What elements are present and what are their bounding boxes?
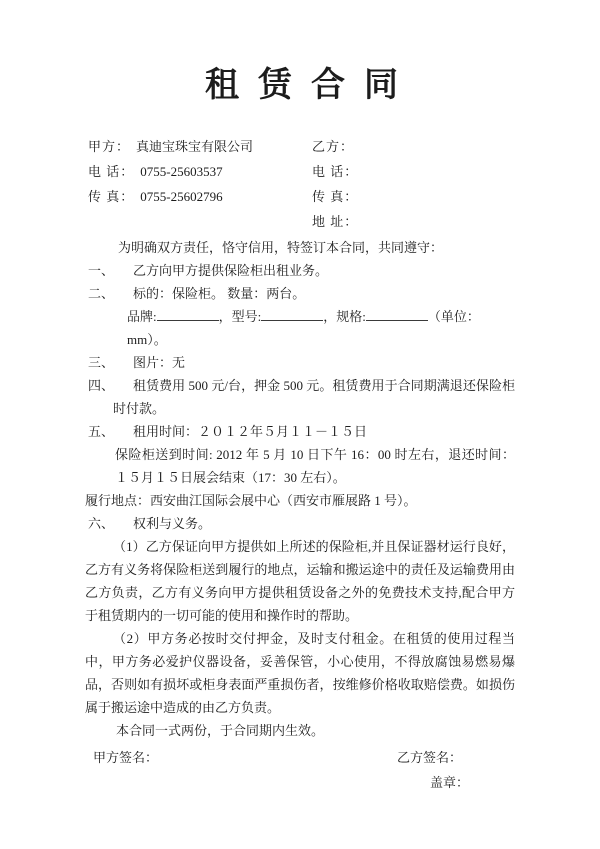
model-label: ，型号: xyxy=(218,309,262,324)
party-b-label: 乙方： xyxy=(312,139,355,154)
unit-label: （单位：mm）。 xyxy=(127,309,480,347)
party-b-signature-label: 乙方签名： xyxy=(397,750,463,765)
clause-5-number: 五、 xyxy=(88,424,115,439)
clause-6-text: 权利与义务。 xyxy=(133,516,212,531)
party-a-fax-label: 传 真： xyxy=(88,189,135,204)
party-a-row xyxy=(88,134,312,159)
clause-2 xyxy=(88,282,515,305)
party-b-phone-label: 电 话： xyxy=(312,164,359,179)
clause-2-number: 二、 xyxy=(88,286,115,301)
party-a-phone-value: 0755-25603537 xyxy=(140,164,223,179)
party-a-label: 甲方： xyxy=(88,139,131,154)
clause-5 xyxy=(88,420,515,443)
party-b-row xyxy=(312,134,515,159)
clause-3-text: 图片：无 xyxy=(133,355,186,370)
clause-4 xyxy=(88,374,515,420)
spec-label: ，规格: xyxy=(323,309,366,324)
clause-2-text: 标的：保险柜。 数量：两台。 xyxy=(133,286,306,301)
brand-blank xyxy=(157,306,219,321)
clause-1-text: 乙方向甲方提供保险柜出租业务。 xyxy=(133,263,329,278)
party-b-address-label: 地 址： xyxy=(312,214,359,229)
party-b-fax-row xyxy=(312,184,515,209)
clause-5-text: 租用时间：２０１２年５月１１－１５日 xyxy=(133,424,368,439)
clause-1 xyxy=(88,259,515,282)
party-a-phone-row xyxy=(88,159,312,184)
party-a-column xyxy=(88,134,312,234)
party-a-fax-row xyxy=(88,184,312,209)
clause-3-number: 三、 xyxy=(88,355,115,370)
seal-label: 盖章： xyxy=(430,775,470,790)
clause-6-paragraph-1: （1）乙方保证向甲方提供如上所述的保险柜,并且保证器材运行良好，乙方有义务将保险柜送到履行的地点，运输和搬运途中的责任及运输费用由乙方负责，乙方有义务向甲方提供租赁设备之外的免费技术支持,配合甲方于租赁期内的一切可能的使用和操作时的帮助。 xyxy=(85,539,515,623)
party-a-name: 真迪宝珠宝有限公司 xyxy=(136,139,254,154)
party-a-signature-label: 甲方签名： xyxy=(93,750,159,765)
clause-5-delivery-text: 保险柜送到时间: 2012 年 5 月 10 日下午 16：00 时左右，退还时间：１５月１５日展会结束（17：30 左右）。 xyxy=(115,447,515,485)
clause-2-brand-line xyxy=(127,305,515,351)
model-blank xyxy=(261,306,323,321)
seal-row xyxy=(88,771,515,794)
party-b-column xyxy=(312,134,515,234)
closing-paragraph: 本合同一式两份，于合同期内生效。 xyxy=(116,723,325,738)
spec-blank xyxy=(366,306,428,321)
signature-row xyxy=(88,746,515,769)
parties-block xyxy=(88,134,515,234)
page-title: 租赁合同 xyxy=(205,67,417,104)
clause-5-place-text: 履行地点：西安曲江国际会展中心（西安市雁展路 1 号）。 xyxy=(85,493,417,508)
clause-1-number: 一、 xyxy=(88,263,115,278)
clause-6-number: 六、 xyxy=(88,516,115,531)
clause-4-number: 四、 xyxy=(88,378,115,393)
party-b-fax-label: 传 真： xyxy=(312,189,359,204)
clause-6 xyxy=(88,512,515,535)
clause-4-text: 租赁费用 500 元/台，押金 500 元。租赁费用于合同期满退还保险柜时付款。 xyxy=(113,378,515,416)
brand-label: 品牌: xyxy=(127,309,157,324)
clause-6-paragraph-2: （2）甲方务必按时交付押金，及时支付租金。在租赁的使用过程当中，甲方务必爱护仪器设备，妥善保管，小心使用，不得放腐蚀易燃易爆品，否则如有损坏或柜身表面严重损伤者，按维修价格收取赔偿费。如损伤属于搬运途中造成的由乙方负责。 xyxy=(85,631,515,715)
party-a-phone-label: 电 话： xyxy=(88,164,135,179)
party-a-fax-value: 0755-25602796 xyxy=(140,189,223,204)
party-b-phone-row xyxy=(312,159,515,184)
clause-3 xyxy=(88,351,515,374)
intro-paragraph: 为明确双方责任，恪守信用，特签订本合同，共同遵守： xyxy=(118,240,444,255)
party-b-address-row xyxy=(312,209,515,234)
